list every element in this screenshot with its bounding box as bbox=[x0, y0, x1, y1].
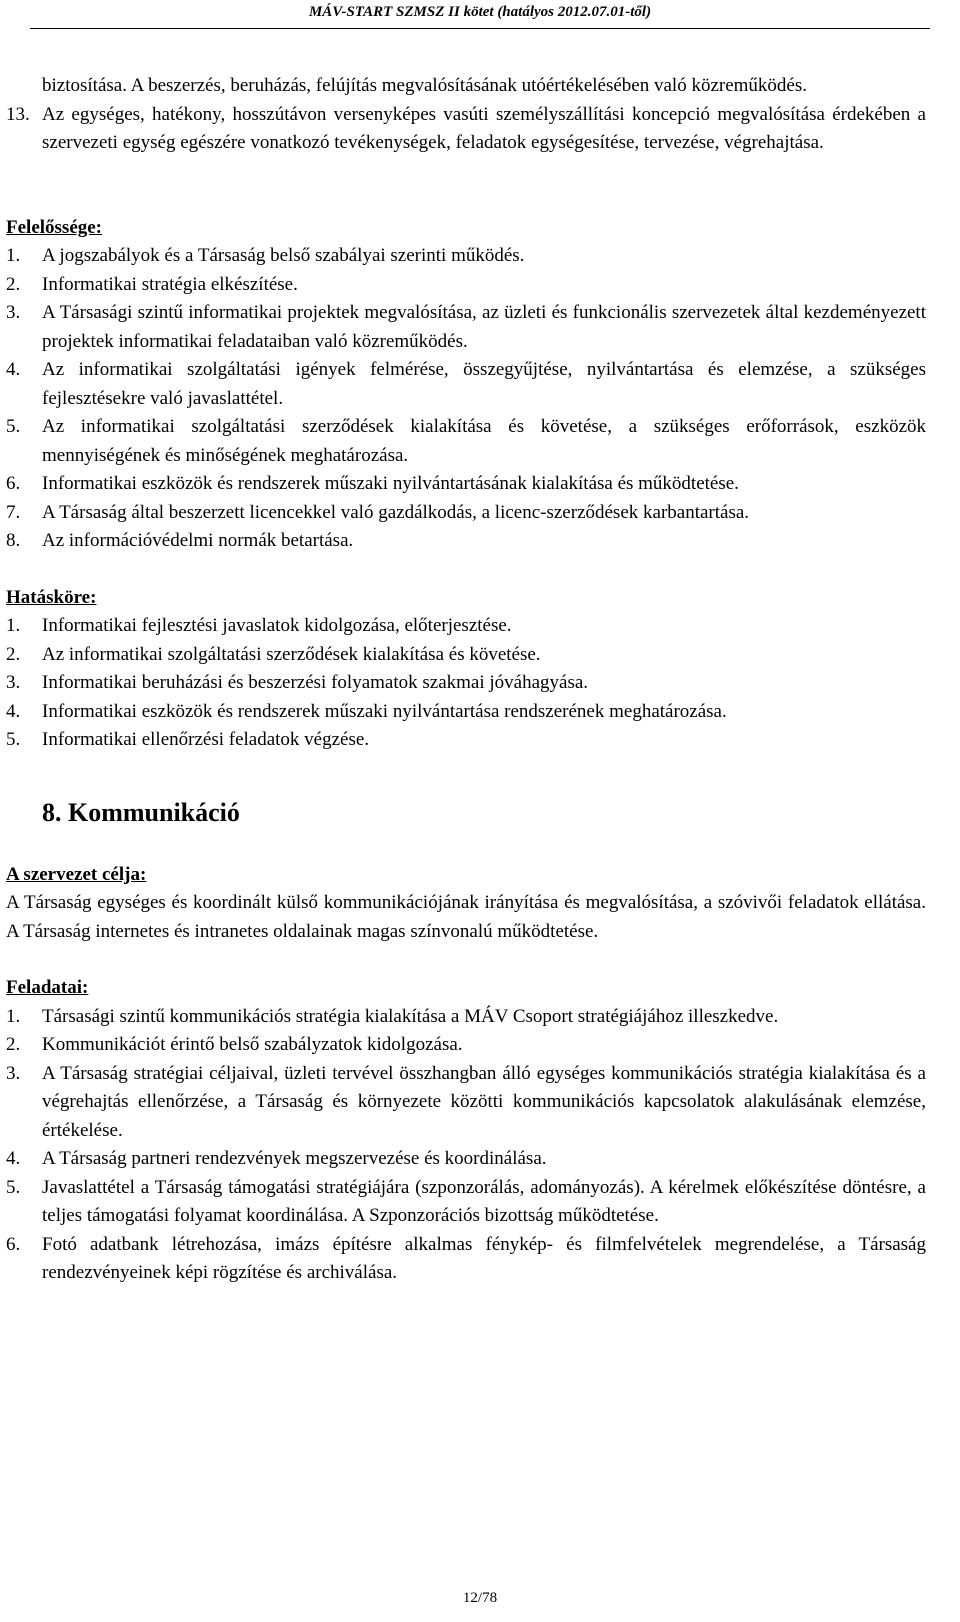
list-item bbox=[6, 101, 926, 158]
item-number: 2. bbox=[6, 643, 21, 665]
item-text: A Társaság stratégiai céljaival, üzleti tervével összhangban álló egységes kommunikációs stratégia kialakítása és a végrehajtás ellenőrzése, a Társaság és környezete közötti kommunikációs kapcsolatok alakulásának elemzése, értékelése. bbox=[42, 1062, 926, 1141]
item-number: 6. bbox=[6, 1233, 21, 1255]
item-number: 2. bbox=[6, 1034, 21, 1055]
header-divider bbox=[30, 28, 930, 29]
item-text: Társasági szintű kommunikációs stratégia kialakítása a MÁV Csoport stratégiájához illeszkedve. bbox=[42, 1005, 779, 1027]
feladatai-heading: Feladatai: bbox=[6, 977, 89, 998]
item-number: 7. bbox=[6, 501, 21, 523]
list-item bbox=[6, 1174, 926, 1231]
item-number: 5. bbox=[6, 729, 21, 750]
list-item bbox=[6, 641, 926, 670]
list-item bbox=[6, 527, 926, 556]
list-item bbox=[6, 1145, 926, 1174]
item-number: 3. bbox=[6, 1062, 21, 1084]
celja-text: A Társaság egységes és koordinált külső kommunikációjának irányítása és megvalósítása, a szóvivői feladatok ellátása. A Társaság internetes és intranetes oldalainak magas színvonalú működtetése. bbox=[6, 892, 926, 942]
hataskore-heading: Hatásköre: bbox=[6, 586, 97, 608]
item-text: Kommunikációt érintő belső szabályzatok kidolgozása. bbox=[42, 1034, 463, 1055]
felelossege-list bbox=[6, 242, 926, 556]
item-number: 1. bbox=[6, 1005, 21, 1027]
item-text: Az informatikai szolgáltatási igények felmérése, összegyűjtése, nyilvántartása és elemzése, a szükséges fejlesztésekre való javaslattétel. bbox=[42, 359, 926, 409]
item-text: Informatikai stratégia elkészítése. bbox=[42, 273, 298, 295]
list-item bbox=[6, 1060, 926, 1146]
list-item bbox=[6, 1231, 926, 1288]
item-text: Informatikai ellenőrzési feladatok végzése. bbox=[42, 729, 370, 750]
item-text: A Társasági szintű informatikai projektek megvalósítása, az üzleti és funkcionális szervezetek által kezdeményezett projektek informatikai feladataiban való közreműködés. bbox=[42, 302, 926, 352]
list-item bbox=[6, 1031, 926, 1060]
section-title: 8. Kommunikáció bbox=[42, 797, 240, 827]
item-number: 3. bbox=[6, 672, 21, 693]
list-item bbox=[6, 299, 926, 356]
item-text: A jogszabályok és a Társaság belső szabályai szerinti működés. bbox=[42, 245, 525, 266]
celja-heading: A szervezet célja: bbox=[6, 863, 147, 885]
list-item bbox=[6, 726, 926, 755]
list-item bbox=[6, 612, 926, 641]
list-item bbox=[6, 1003, 926, 1032]
item-text: Az informatikai szolgáltatási szerződések kialakítása és követése, a szükséges erőforrások, eszközök mennyiségének és minőségének meghatározása. bbox=[42, 416, 926, 466]
item-number: 4. bbox=[6, 700, 21, 722]
item-number: 1. bbox=[6, 245, 21, 266]
list-item bbox=[6, 669, 926, 698]
item-text: Javaslattétel a Társaság támogatási stratégiájára (szponzorálás, adományozás). A kérelmek előkészítése döntésre, a teljes támogatási folyamat koordinálása. A Szponzorációs bizottság működtetése. bbox=[42, 1176, 926, 1226]
item-text: Informatikai eszközök és rendszerek műszaki nyilvántartásának kialakítása és működtetése. bbox=[42, 473, 739, 494]
item-text: Az információvédelmi normák betartása. bbox=[42, 530, 354, 551]
list-item bbox=[6, 499, 926, 528]
item-number: 2. bbox=[6, 273, 21, 295]
intro-continuation: biztosítása. A beszerzés, beruházás, felújítás megvalósításának utóértékelésében való közreműködés. bbox=[42, 75, 808, 96]
item-number: 6. bbox=[6, 473, 21, 494]
document-body bbox=[6, 72, 926, 1288]
page-header: MÁV-START SZMSZ II kötet (hatályos 2012.07.01-től) bbox=[308, 4, 652, 20]
item-number: 5. bbox=[6, 416, 21, 437]
item-number: 4. bbox=[6, 359, 21, 380]
item-number: 1. bbox=[6, 615, 21, 636]
list-item bbox=[6, 413, 926, 470]
item-number: 4. bbox=[6, 1148, 21, 1169]
item-text: Fotó adatbank létrehozása, imázs építésre alkalmas fénykép- és filmfelvételek megrendelése, a Társaság rendezvényeinek képi rögzítése és archiválása. bbox=[42, 1233, 926, 1283]
feladatai-list bbox=[6, 1003, 926, 1288]
felelossege-heading: Felelőssége: bbox=[6, 216, 103, 238]
item-text: A Társaság által beszerzett licencekkel való gazdálkodás, a licenc-szerződések karbantartása. bbox=[42, 501, 750, 523]
item-text: Informatikai eszközök és rendszerek műszaki nyilvántartása rendszerének meghatározása. bbox=[42, 700, 727, 722]
list-item bbox=[6, 242, 926, 271]
item-text: Informatikai fejlesztési javaslatok kidolgozása, előterjesztése. bbox=[42, 615, 512, 636]
page-number: 12/78 bbox=[462, 1590, 498, 1606]
item-text: Az informatikai szolgáltatási szerződések kialakítása és követése. bbox=[42, 643, 541, 665]
item-number: 3. bbox=[6, 302, 21, 323]
item-text: Az egységes, hatékony, hosszútávon versenyképes vasúti személyszállítási koncepció megvalósítása érdekében a szervezeti egység egészére vonatkozó tevékenységek, feladatok egységesítése, tervezése, végrehajtása. bbox=[42, 103, 926, 153]
item-number: 13. bbox=[6, 103, 30, 125]
item-text: Informatikai beruházási és beszerzési folyamatok szakmai jóváhagyása. bbox=[42, 672, 589, 693]
item-number: 5. bbox=[6, 1176, 21, 1198]
item-number: 8. bbox=[6, 530, 21, 551]
item-text: A Társaság partneri rendezvények megszervezése és koordinálása. bbox=[42, 1148, 547, 1169]
hataskore-list bbox=[6, 612, 926, 755]
list-item bbox=[6, 356, 926, 413]
list-item bbox=[6, 271, 926, 300]
list-item bbox=[6, 698, 926, 727]
list-item bbox=[6, 470, 926, 499]
